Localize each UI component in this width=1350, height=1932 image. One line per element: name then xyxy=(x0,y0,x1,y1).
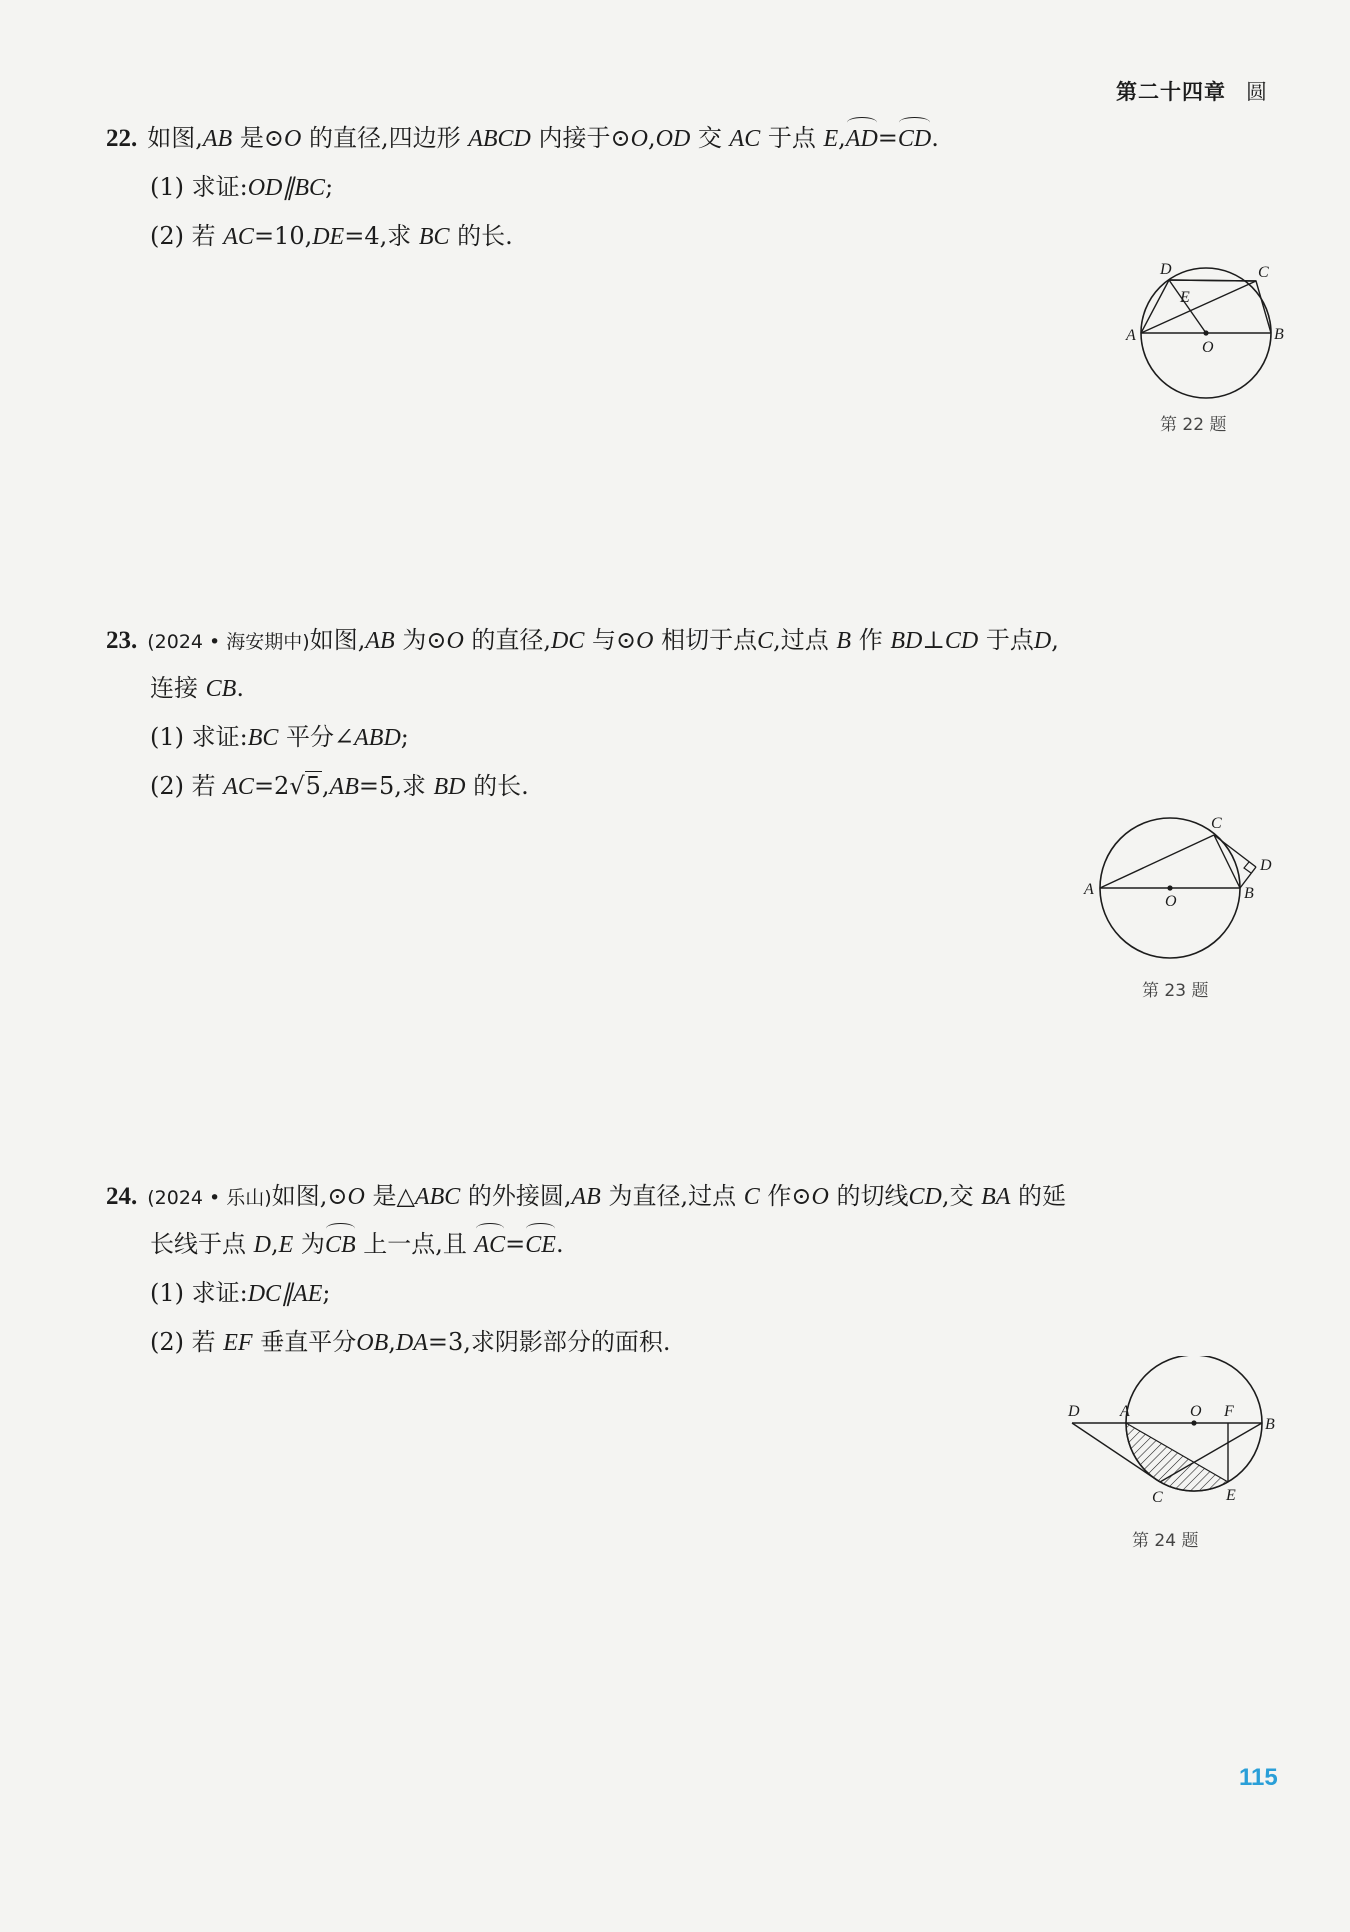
arc-cb: CB xyxy=(325,1229,356,1261)
page-number: 115 xyxy=(1239,1764,1278,1791)
problem-24-continuation: 长线于点 D,E 为CB 上一点,且 AC=CE. xyxy=(150,1228,1286,1261)
arc-cd: CD xyxy=(898,123,931,155)
right-angle-mark xyxy=(1244,862,1251,873)
label-a: A xyxy=(1084,881,1094,898)
question-2: (2) 若 AC=10,DE=4,求 BC 的长. xyxy=(150,222,513,250)
label-d: D xyxy=(1068,1403,1080,1420)
question-1: (1) 求证:OD∥BC; xyxy=(150,173,334,201)
caption-24: 第 24 题 xyxy=(1132,1531,1199,1551)
question-2: (2) 若 AC=2√5,AB=5,求 BD 的长. xyxy=(150,772,529,800)
label-a: A xyxy=(1120,1403,1130,1420)
label-b: B xyxy=(1244,885,1254,902)
label-c: C xyxy=(1211,815,1222,832)
arc-ac: AC xyxy=(475,1229,506,1261)
label-e: E xyxy=(1180,289,1190,306)
label-c: C xyxy=(1258,264,1269,281)
problem-23-statement: 23. (2024 • 海安期中)如图,AB 为⊙O 的直径,DC 与⊙O 相切于点C,过点 B 作 BD⊥CD 于点D, xyxy=(106,626,1059,654)
label-b: B xyxy=(1265,1416,1275,1433)
figure-23 xyxy=(1078,808,1278,982)
chapter-title: 圆 xyxy=(1246,80,1268,104)
arc-ce: CE xyxy=(525,1229,556,1261)
figure-22-diagram xyxy=(1120,258,1300,428)
segment-dc xyxy=(1169,280,1256,281)
label-o: O xyxy=(1202,339,1214,356)
problem-23 xyxy=(106,624,1286,803)
caption-23: 第 23 题 xyxy=(1142,981,1209,1001)
problem-22 xyxy=(106,122,1286,253)
label-d: D xyxy=(1160,261,1172,278)
label-o: O xyxy=(1190,1403,1202,1420)
problem-source: (2024 • 乐山) xyxy=(147,1187,272,1209)
problem-23-continuation: 连接 CB. xyxy=(150,674,244,702)
arc-ad: AD xyxy=(846,123,878,155)
chapter-header xyxy=(1116,76,1268,106)
figure-24-diagram xyxy=(1062,1356,1282,1506)
chapter-number: 第二十四章 xyxy=(1116,80,1226,104)
shaded-region xyxy=(1126,1423,1228,1491)
label-b: B xyxy=(1274,326,1284,343)
caption-22: 第 22 题 xyxy=(1160,415,1227,435)
quadrilateral-abcd xyxy=(1141,280,1271,333)
figure-24 xyxy=(1062,1356,1282,1510)
question-1: (1) 求证:BC 平分∠ABD; xyxy=(150,723,409,751)
segment-cb xyxy=(1214,835,1240,888)
question-2: (2) 若 EF 垂直平分OB,DA=3,求阴影部分的面积. xyxy=(150,1328,671,1356)
problem-22-statement: 22. 如图,AB 是⊙O 的直径,四边形 ABCD 内接于⊙O,OD 交 AC 于点 E,AD=CD. xyxy=(106,122,1286,155)
problem-24-statement: 24. (2024 • 乐山)如图,⊙O 是△ABC 的外接圆,AB 为直径,过点 C 作⊙O 的切线CD,交 BA 的延 xyxy=(106,1182,1067,1210)
center-point xyxy=(1191,1420,1196,1425)
problem-source: (2024 • 海安期中) xyxy=(147,631,310,653)
figure-23-diagram xyxy=(1078,808,1278,978)
problem-number: 22. xyxy=(106,125,138,152)
label-o: O xyxy=(1165,893,1177,910)
center-point xyxy=(1203,330,1208,335)
figure-22 xyxy=(1120,258,1300,432)
center-point xyxy=(1167,885,1172,890)
problem-24 xyxy=(106,1180,1286,1359)
label-e: E xyxy=(1226,1487,1236,1504)
label-d: D xyxy=(1260,857,1272,874)
question-1: (1) 求证:DC∥AE; xyxy=(150,1279,331,1307)
label-f: F xyxy=(1224,1403,1234,1420)
label-a: A xyxy=(1126,327,1136,344)
label-c: C xyxy=(1152,1489,1163,1506)
